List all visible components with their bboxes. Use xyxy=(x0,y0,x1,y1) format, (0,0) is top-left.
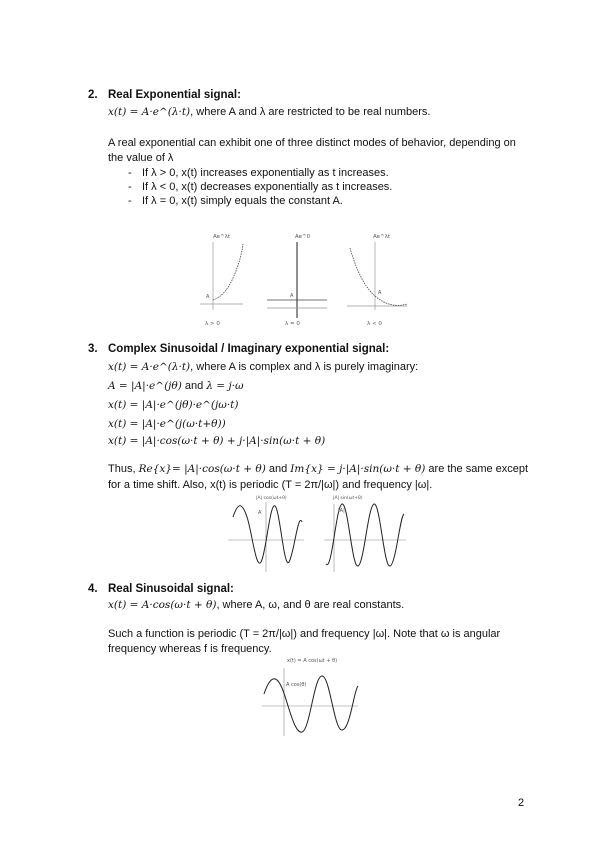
bullet-item: - If λ > 0, x(t) increases exponentially as t increases. xyxy=(128,167,389,179)
right-amplitude-label: |A| xyxy=(338,508,345,514)
section-3-line2: for a time shift. Also, x(t) is periodic (T = 2π/|ω|) and frequency |ω|. xyxy=(108,479,433,491)
panel3-top-label: Ae^λt xyxy=(373,234,391,240)
section-3-formula: x(t) = A·e^(λ·t) xyxy=(108,361,191,373)
section-3-eq5: x(t) = |A|·cos(ω·t + θ) + j·|A|·sin(ω·t + θ) xyxy=(108,435,326,447)
panel1-growth-curve xyxy=(213,244,243,300)
section-4-para-line1: Such a function is periodic (T = 2π/|ω|) and frequency |ω|. Note that ω is angular xyxy=(108,628,501,640)
section-3-eq3: x(t) = |A|·e^(jθ)·e^(jω·t) xyxy=(108,399,239,411)
panel1-bottom-label: λ > 0 xyxy=(205,321,220,327)
section-3-title: Complex Sinusoidal / Imaginary exponential signal: xyxy=(108,343,390,355)
left-cos-wave xyxy=(233,506,302,563)
panel2-top-label: Ae^0 xyxy=(295,234,311,240)
panel3-decay-curve xyxy=(350,248,407,305)
left-top-label: |A| cos(ωt+θ) xyxy=(256,496,287,501)
panel2-bottom-label: λ = 0 xyxy=(285,321,300,327)
real-sin-title: x(t) = A cos(ωt + θ) xyxy=(287,658,338,664)
real-sinusoid-figure xyxy=(262,654,360,736)
real-sin-wave xyxy=(264,676,358,732)
section-2-formula-suffix: , where A and λ are restricted to be real numbers. xyxy=(190,106,431,118)
section-4-formula-suffix: , where A, ω, and θ are real constants. xyxy=(216,599,405,611)
section-3-eq4: x(t) = |A|·e^(j(ω·t+θ)) xyxy=(108,418,226,430)
page-number: 2 xyxy=(518,797,525,809)
right-top-label: |A| sin(ωt+θ) xyxy=(333,496,363,501)
section-2-formula: x(t) = A·e^(λ·t) xyxy=(108,106,191,118)
section-4-formula-line xyxy=(108,598,404,612)
section-2-para-line1: A real exponential can exhibit one of three distinct modes of behavior, depending on xyxy=(108,137,516,149)
exponential-modes-figure xyxy=(195,228,410,330)
section-3-formula-suffix: , where A is complex and λ is purely imaginary: xyxy=(190,361,419,373)
panel3-bottom-label: λ < 0 xyxy=(367,321,382,327)
section-2-number: 2. xyxy=(88,89,98,101)
complex-sinusoid-figure xyxy=(228,492,408,572)
panel1-point-label: A xyxy=(206,294,210,300)
section-2-formula-line xyxy=(108,105,430,119)
section-3-formula-line xyxy=(108,360,418,374)
section-3-thus-line: Thus, Re{x}= |A|·cos(ω·t + θ) and Im{x} = j·|A|·sin(ω·t + θ) are the same except xyxy=(108,463,529,475)
panel1-top-label: Ae^λt xyxy=(213,234,231,240)
bullet-item: - If λ = 0, x(t) simply equals the constant A. xyxy=(128,195,343,207)
section-2-title: Real Exponential signal: xyxy=(108,89,241,101)
section-3-eq2: A = |A|·e^(jθ) and λ = j·ω xyxy=(108,380,244,392)
section-4-para-line2: frequency whereas f is frequency. xyxy=(108,643,272,655)
section-4-title: Real Sinusoidal signal: xyxy=(108,583,234,595)
left-amplitude-label: A xyxy=(258,510,262,516)
section-2-para-line2: the value of λ xyxy=(108,152,174,164)
section-4-number: 4. xyxy=(88,583,98,595)
real-sin-label: A cos(θ) xyxy=(286,682,307,688)
bullet-item: - If λ < 0, x(t) decreases exponentially as t increases. xyxy=(128,181,393,193)
panel2-point-label: A xyxy=(290,293,294,299)
section-3-number: 3. xyxy=(88,343,98,355)
section-4-formula: x(t) = A·cos(ω·t + θ) xyxy=(108,599,217,611)
panel3-point-label: A xyxy=(378,290,382,296)
